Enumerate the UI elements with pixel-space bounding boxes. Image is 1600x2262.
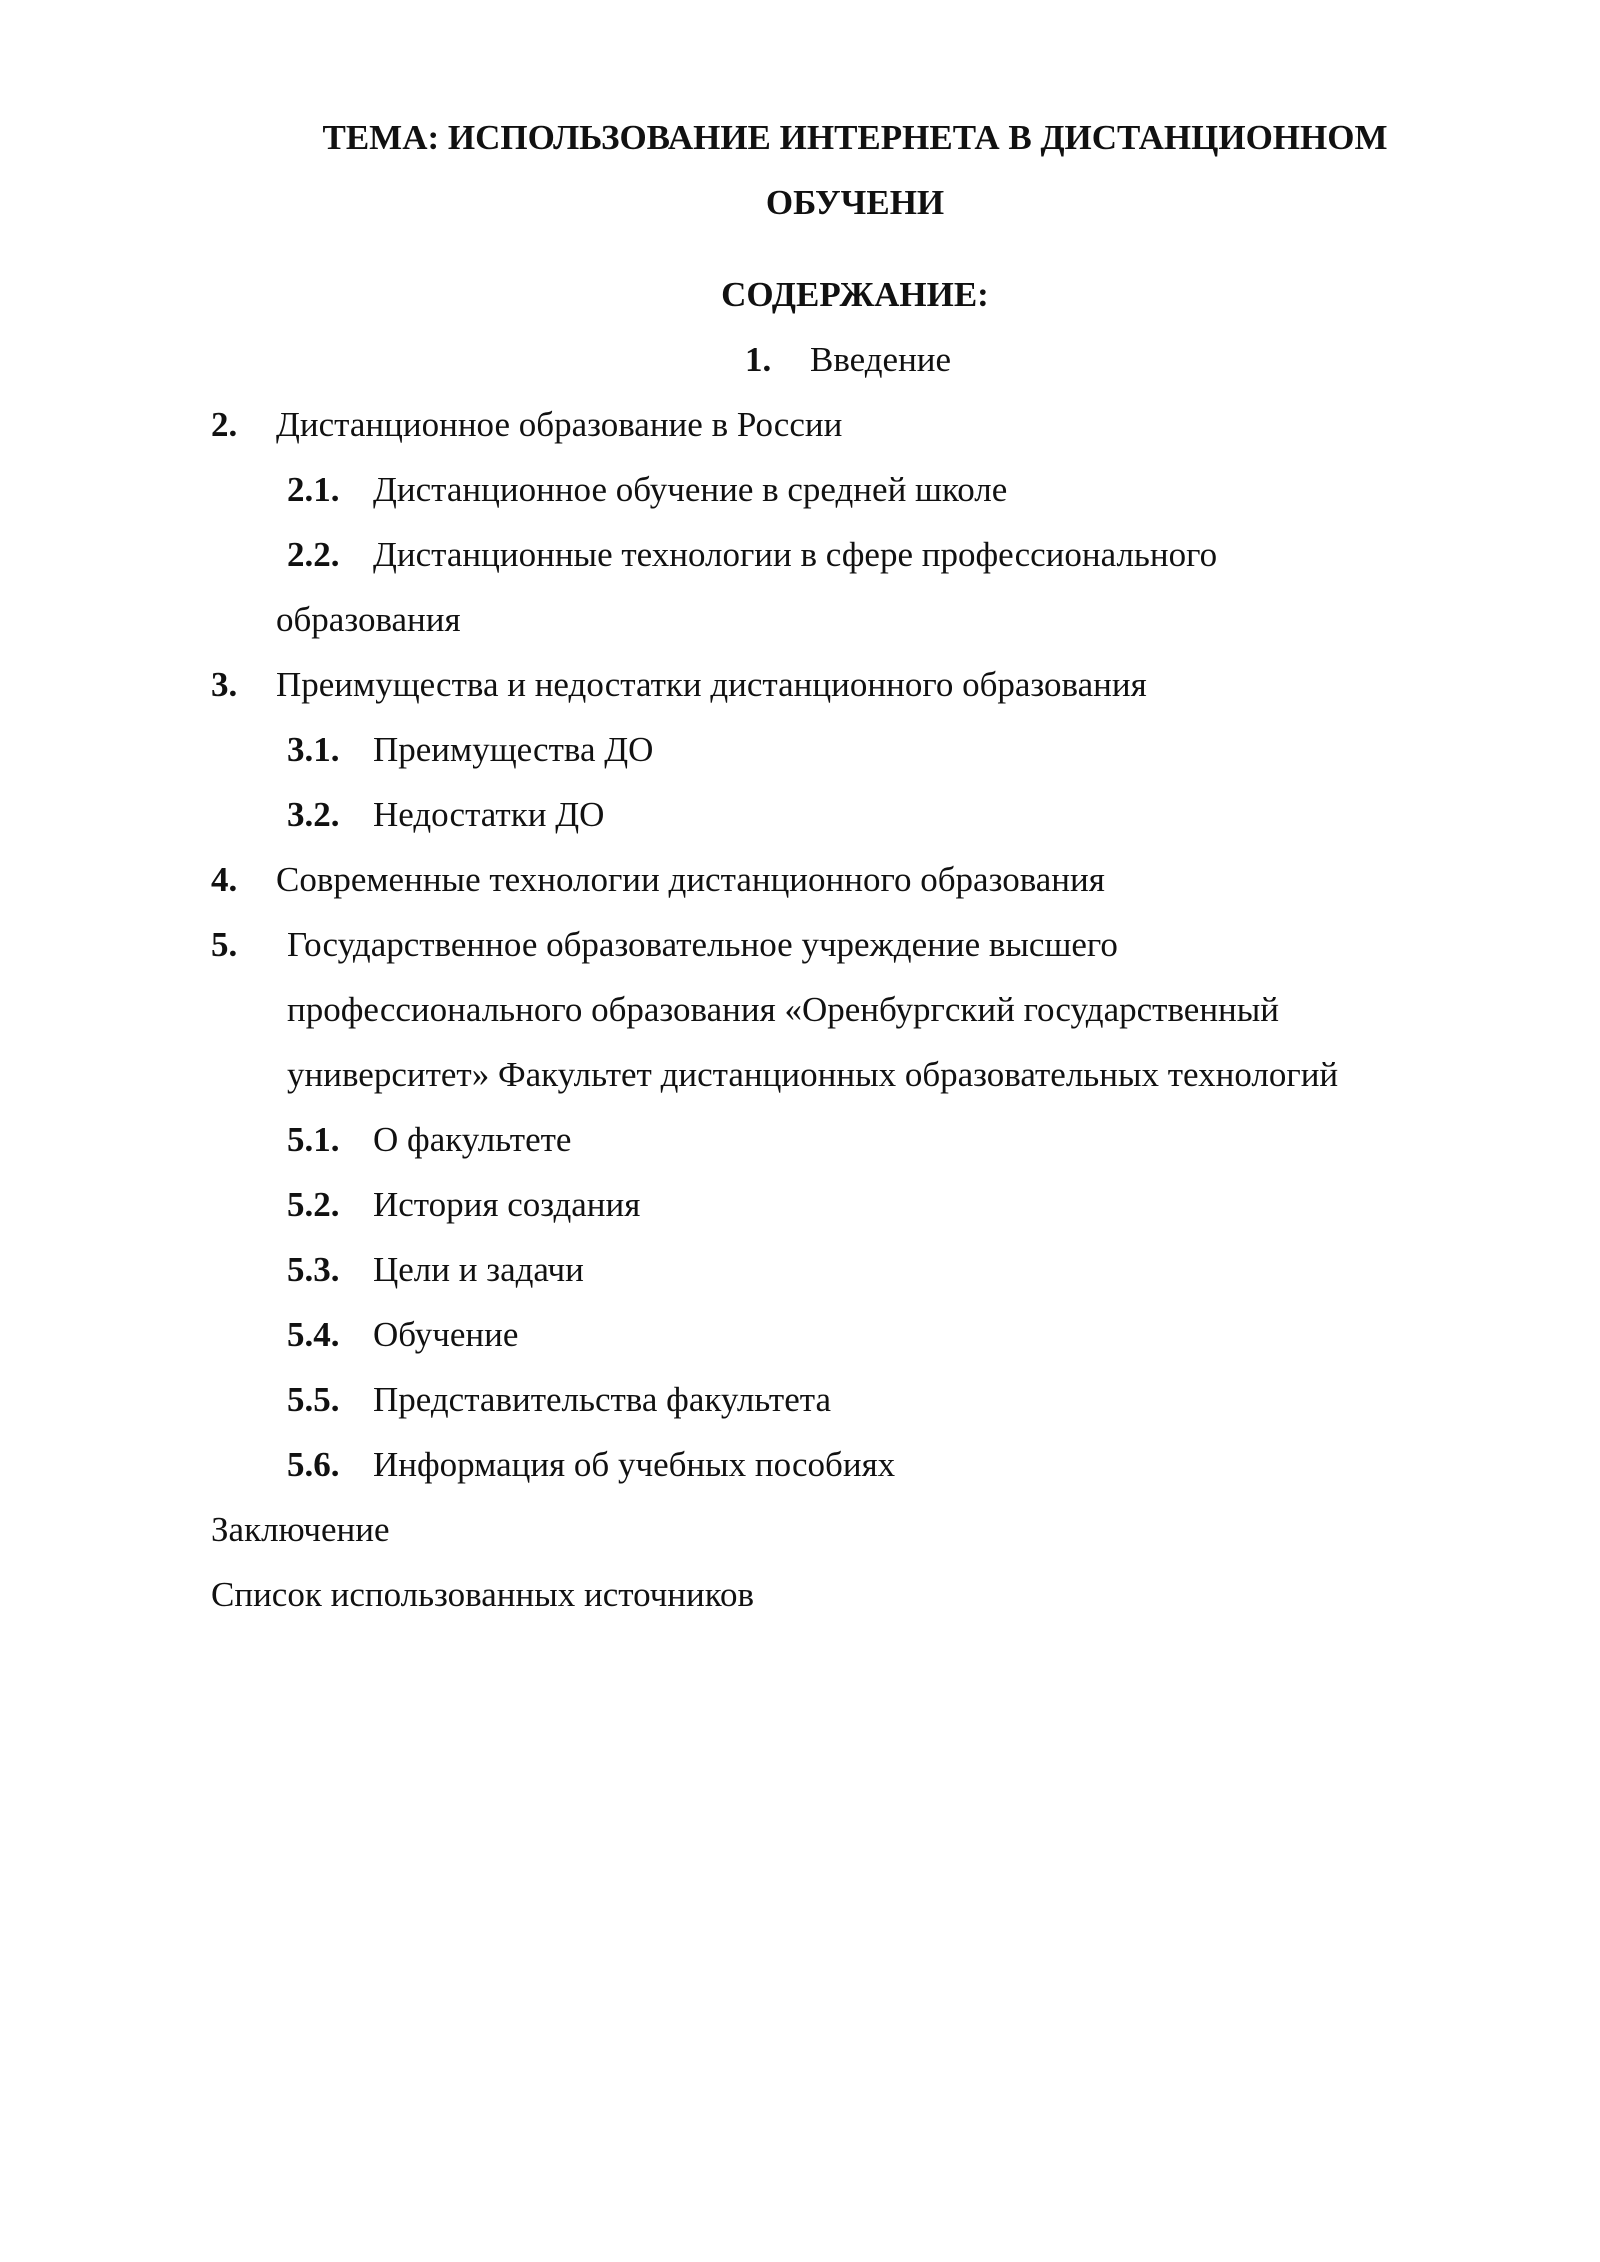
toc-item-text: Информация об учебных пособиях bbox=[373, 1445, 896, 1484]
toc-item-number: 4. bbox=[211, 860, 238, 899]
toc-item-text: Дистанционное образование в России bbox=[276, 405, 843, 444]
toc-item-text: О факультете bbox=[373, 1120, 572, 1159]
toc-item-text: Обучение bbox=[373, 1315, 519, 1354]
toc-item-number: 5.6. bbox=[287, 1445, 340, 1484]
toc-item-text: Цели и задачи bbox=[373, 1250, 584, 1289]
toc-item-5-continuation-1: профессионального образования «Оренбургский государственный bbox=[287, 990, 1280, 1029]
toc-item-number: 3. bbox=[211, 665, 238, 704]
toc-item-text: Дистанционные технологии в сфере профессионального bbox=[373, 535, 1218, 574]
contents-heading: СОДЕРЖАНИЕ: bbox=[721, 275, 989, 314]
toc-item-number: 5.3. bbox=[287, 1250, 340, 1289]
toc-item-text: Преимущества и недостатки дистанционного образования bbox=[276, 665, 1147, 704]
toc-references: Список использованных источников bbox=[211, 1575, 755, 1614]
toc-item-5-continuation-2: университет» Факультет дистанционных образовательных технологий bbox=[287, 1055, 1339, 1094]
toc-item-text: Дистанционное обучение в средней школе bbox=[373, 470, 1008, 509]
toc-item-text: Представительства факультета bbox=[373, 1380, 832, 1419]
toc-item-text: Недостатки ДО bbox=[373, 795, 605, 834]
toc-conclusion: Заключение bbox=[211, 1510, 390, 1549]
toc-item-number: 5.1. bbox=[287, 1120, 340, 1159]
toc-item-number: 5. bbox=[211, 925, 238, 964]
toc-item-text: Введение bbox=[810, 340, 952, 379]
toc-item-number: 5.4. bbox=[287, 1315, 340, 1354]
toc-item-2-2-continuation: образования bbox=[276, 600, 461, 639]
toc-item-number: 3.1. bbox=[287, 730, 340, 769]
toc-item-text: Государственное образовательное учреждение высшего bbox=[287, 925, 1118, 964]
toc-item-number: 1. bbox=[745, 340, 772, 379]
toc-item-number: 5.2. bbox=[287, 1185, 340, 1224]
toc-item-number: 2.1. bbox=[287, 470, 340, 509]
toc-item-text: Современные технологии дистанционного образования bbox=[276, 860, 1105, 899]
toc-item-text: Преимущества ДО bbox=[373, 730, 654, 769]
toc-item-text: История создания bbox=[373, 1185, 641, 1224]
toc-item-number: 3.2. bbox=[287, 795, 340, 834]
document-title-line-2: ОБУЧЕНИ bbox=[765, 183, 945, 222]
toc-item-number: 2. bbox=[211, 405, 238, 444]
toc-item-number: 2.2. bbox=[287, 535, 340, 574]
toc-item-number: 5.5. bbox=[287, 1380, 340, 1419]
document-title-line-1: ТЕМА: ИСПОЛЬЗОВАНИЕ ИНТЕРНЕТА В ДИСТАНЦИОННОМ bbox=[322, 118, 1388, 157]
